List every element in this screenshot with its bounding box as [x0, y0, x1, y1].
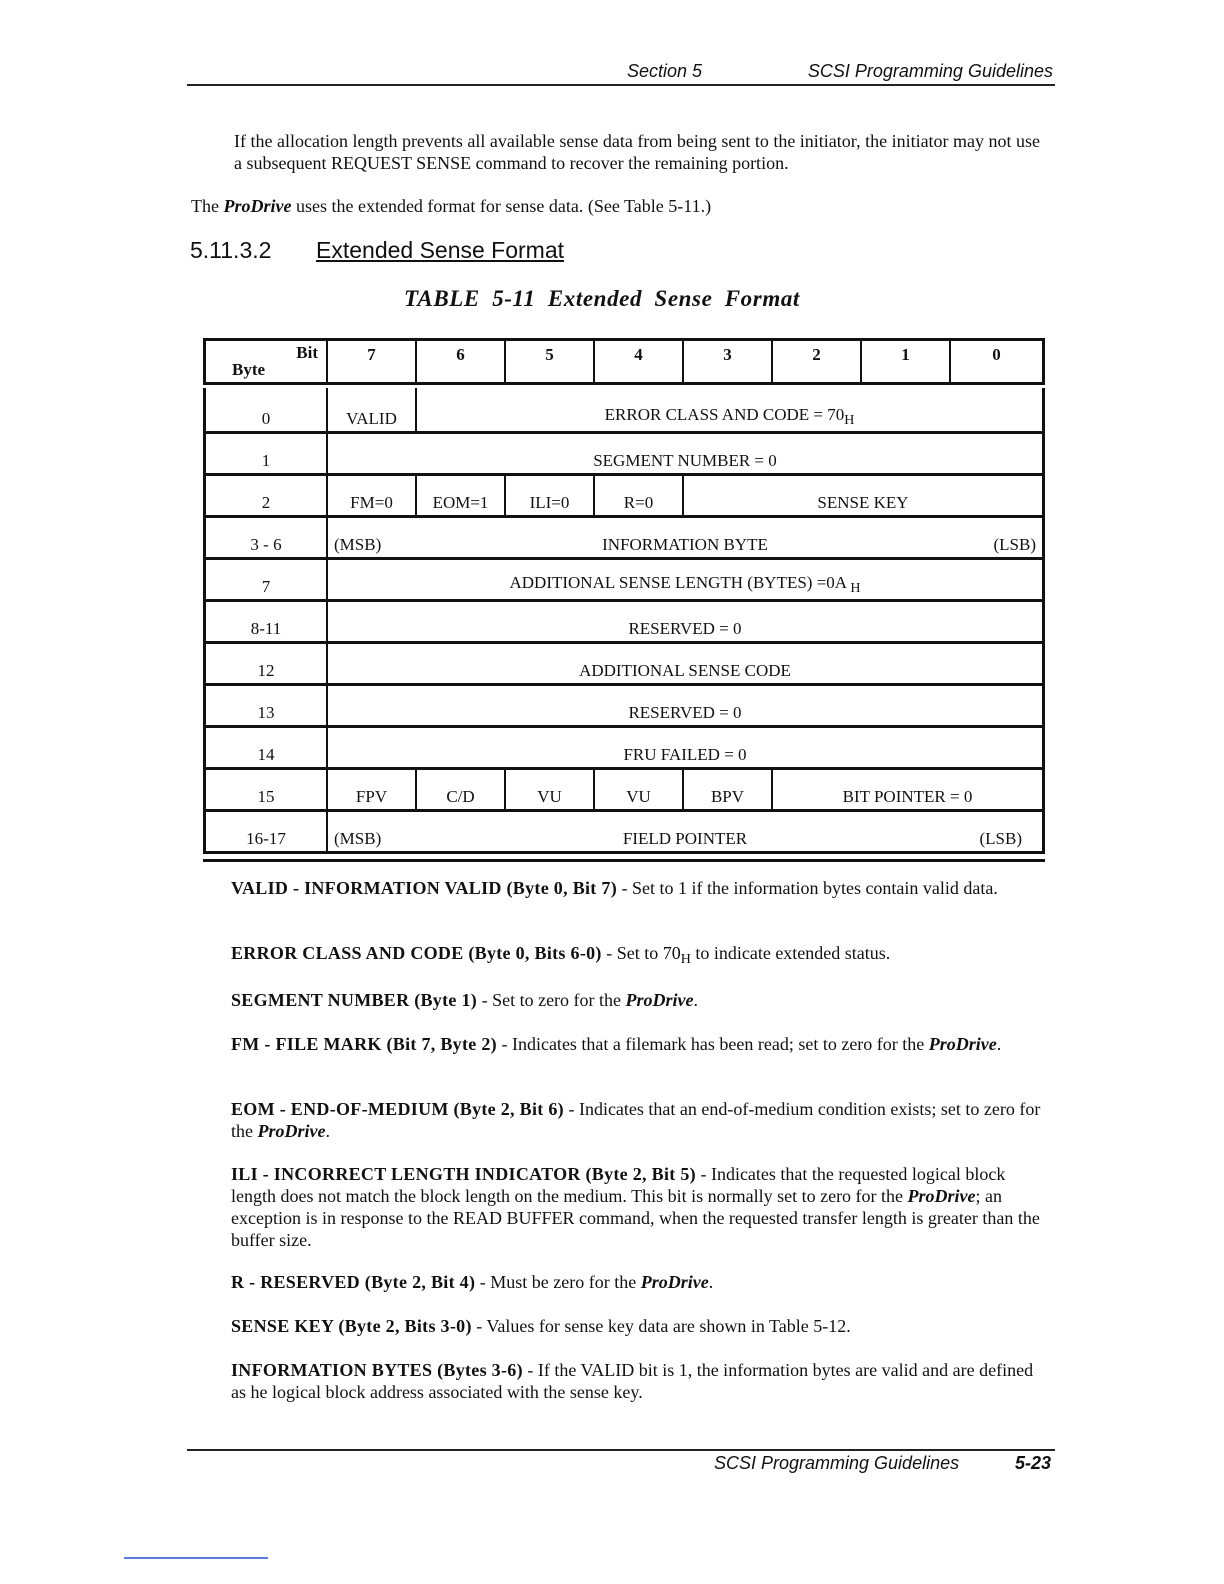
end-of-medium-description: EOM - END-OF-MEDIUM (Byte 2, Bit 6) - Indicates that an end-of-medium condition exists; set to zero for the ProDrive. [231, 1099, 1041, 1141]
additional-sense-code-cell: ADDITIONAL SENSE CODE [326, 644, 1042, 683]
table-caption: TABLE 5-11 Extended Sense Format [404, 286, 800, 311]
byte-number: 8-11 [250, 619, 282, 638]
bit-label: Bit [296, 343, 318, 362]
intro-paragraph-1: If the allocation length prevents all available sense data from being sent to the initiator, the initiator may not use a subsequent REQUEST SENSE command to recover the remaining portion. [234, 131, 1041, 173]
page-header [187, 60, 1055, 86]
header-section: Section 5 [627, 61, 703, 81]
bit-pointer-cell: BIT POINTER = 0 [771, 770, 1042, 809]
table-row-byte-15 [203, 770, 1045, 812]
fm-cell: FM=0 [326, 476, 415, 515]
byte-number: 16-17 [246, 829, 286, 848]
eom-cell: EOM=1 [415, 476, 504, 515]
segment-number-cell: SEGMENT NUMBER = 0 [326, 434, 1042, 473]
bpv-cell: BPV [682, 770, 771, 809]
bit-3-header: 3 [682, 341, 771, 382]
section-title: Extended Sense Format [316, 237, 565, 263]
byte-number: 2 [261, 493, 271, 512]
bit-byte-corner [206, 341, 326, 382]
additional-sense-length-cell: ADDITIONAL SENSE LENGTH (BYTES) =0A $_H$ [326, 560, 1042, 599]
fpv-cell: FPV [326, 770, 415, 809]
valid-description: VALID - INFORMATION VALID (Byte 0, Bit 7) - Set to 1 if the information bytes contain valid data. [231, 878, 998, 898]
reserved-description: R - RESERVED (Byte 2, Bit 4) - Must be zero for the ProDrive. [231, 1272, 714, 1292]
information-byte-cell: (MSB) INFORMATION BYTE (LSB) [326, 518, 1042, 557]
table-row-byte-1 [203, 434, 1045, 476]
intro-p2-pre: The [191, 196, 219, 216]
intro-paragraph-2 [191, 195, 1051, 217]
reserved-cell: RESERVED = 0 [326, 602, 1042, 641]
field-pointer-cell: (MSB) FIELD POINTER (LSB) [326, 812, 1042, 851]
fru-failed-cell: FRU FAILED = 0 [326, 728, 1042, 767]
bit-0-header: 0 [949, 341, 1042, 382]
header-guide-title: SCSI Programming Guidelines [807, 61, 1053, 81]
table-row-byte-3-6 [203, 518, 1045, 560]
bit-7-header: 7 [326, 341, 415, 382]
bit-4-header: 4 [593, 341, 682, 382]
brand-name: ProDrive [223, 196, 292, 216]
table-row-byte-12 [203, 644, 1045, 686]
bit-1-header: 1 [860, 341, 949, 382]
table-row-byte-16-17 [203, 812, 1045, 854]
table-row-byte-7 [203, 560, 1045, 602]
table-row-byte-0 [203, 388, 1045, 434]
byte-number: 7 [261, 577, 271, 596]
vu-cell: VU [504, 770, 593, 809]
page-number: 5-23 [1014, 1453, 1051, 1473]
reserved-bit-cell: R=0 [593, 476, 682, 515]
bit-6-header: 6 [415, 341, 504, 382]
byte-number: 12 [257, 661, 275, 680]
page-footer [187, 1449, 1055, 1475]
sense-key-cell: SENSE KEY [682, 476, 1042, 515]
footer-guide-title: SCSI Programming Guidelines [714, 1453, 960, 1473]
byte-number: 1 [261, 451, 271, 470]
byte-number: 14 [257, 745, 275, 764]
scan-artifact-line [124, 1557, 268, 1559]
table-row-byte-2 [203, 476, 1045, 518]
table-row-byte-14 [203, 728, 1045, 770]
byte-number: 13 [257, 703, 275, 722]
ili-cell: ILI=0 [504, 476, 593, 515]
cd-cell: C/D [415, 770, 504, 809]
byte-number: 3 - 6 [250, 535, 282, 554]
byte-number: 0 [261, 409, 271, 428]
byte-number: 15 [257, 787, 275, 806]
error-class-description: ERROR CLASS AND CODE (Byte 0, Bits 6-0) - Set to $70_H$ to indicate extended status. [231, 943, 891, 967]
information-bytes-description: INFORMATION BYTES (Bytes 3-6) - If the VALID bit is 1, the information bytes are valid and are defined as he logical block address associated with the sense key. [231, 1360, 1034, 1402]
bit-5-header: 5 [504, 341, 593, 382]
section-number: 5.11.3.2 [190, 237, 272, 263]
reserved-cell: RESERVED = 0 [326, 686, 1042, 725]
byte-label: Byte [232, 360, 266, 379]
error-class-cell: ERROR CLASS AND CODE = $70_H$ [415, 388, 1042, 431]
filemark-description: FM - FILE MARK (Bit 7, Byte 2) - Indicates that a filemark has been read; set to zero for the ProDrive. [231, 1034, 1002, 1054]
segment-description: SEGMENT NUMBER (Byte 1) - Set to zero for the ProDrive. [231, 990, 699, 1010]
bit-2-header: 2 [771, 341, 860, 382]
table-row-byte-8-11 [203, 602, 1045, 644]
table-row-byte-13 [203, 686, 1045, 728]
incorrect-length-description: ILI - INCORRECT LENGTH INDICATOR (Byte 2, Bit 5) - Indicates that the requested logical block length does not match the block length on the medium. This bit is normally set to zero for the ProDrive; an exception is in response to the READ BUFFER command, when the requested transfer length is greater than the buffer size. [231, 1164, 1040, 1250]
table-header-row [203, 341, 1045, 385]
valid-cell: VALID [326, 388, 415, 431]
section-heading [190, 237, 564, 264]
vu-cell: VU [593, 770, 682, 809]
sense-key-description: SENSE KEY (Byte 2, Bits 3-0) - Values for sense key data are shown in Table 5-12. [231, 1316, 851, 1336]
intro-p2-post: uses the extended format for sense data. (See Table 5-11.) [295, 196, 712, 216]
